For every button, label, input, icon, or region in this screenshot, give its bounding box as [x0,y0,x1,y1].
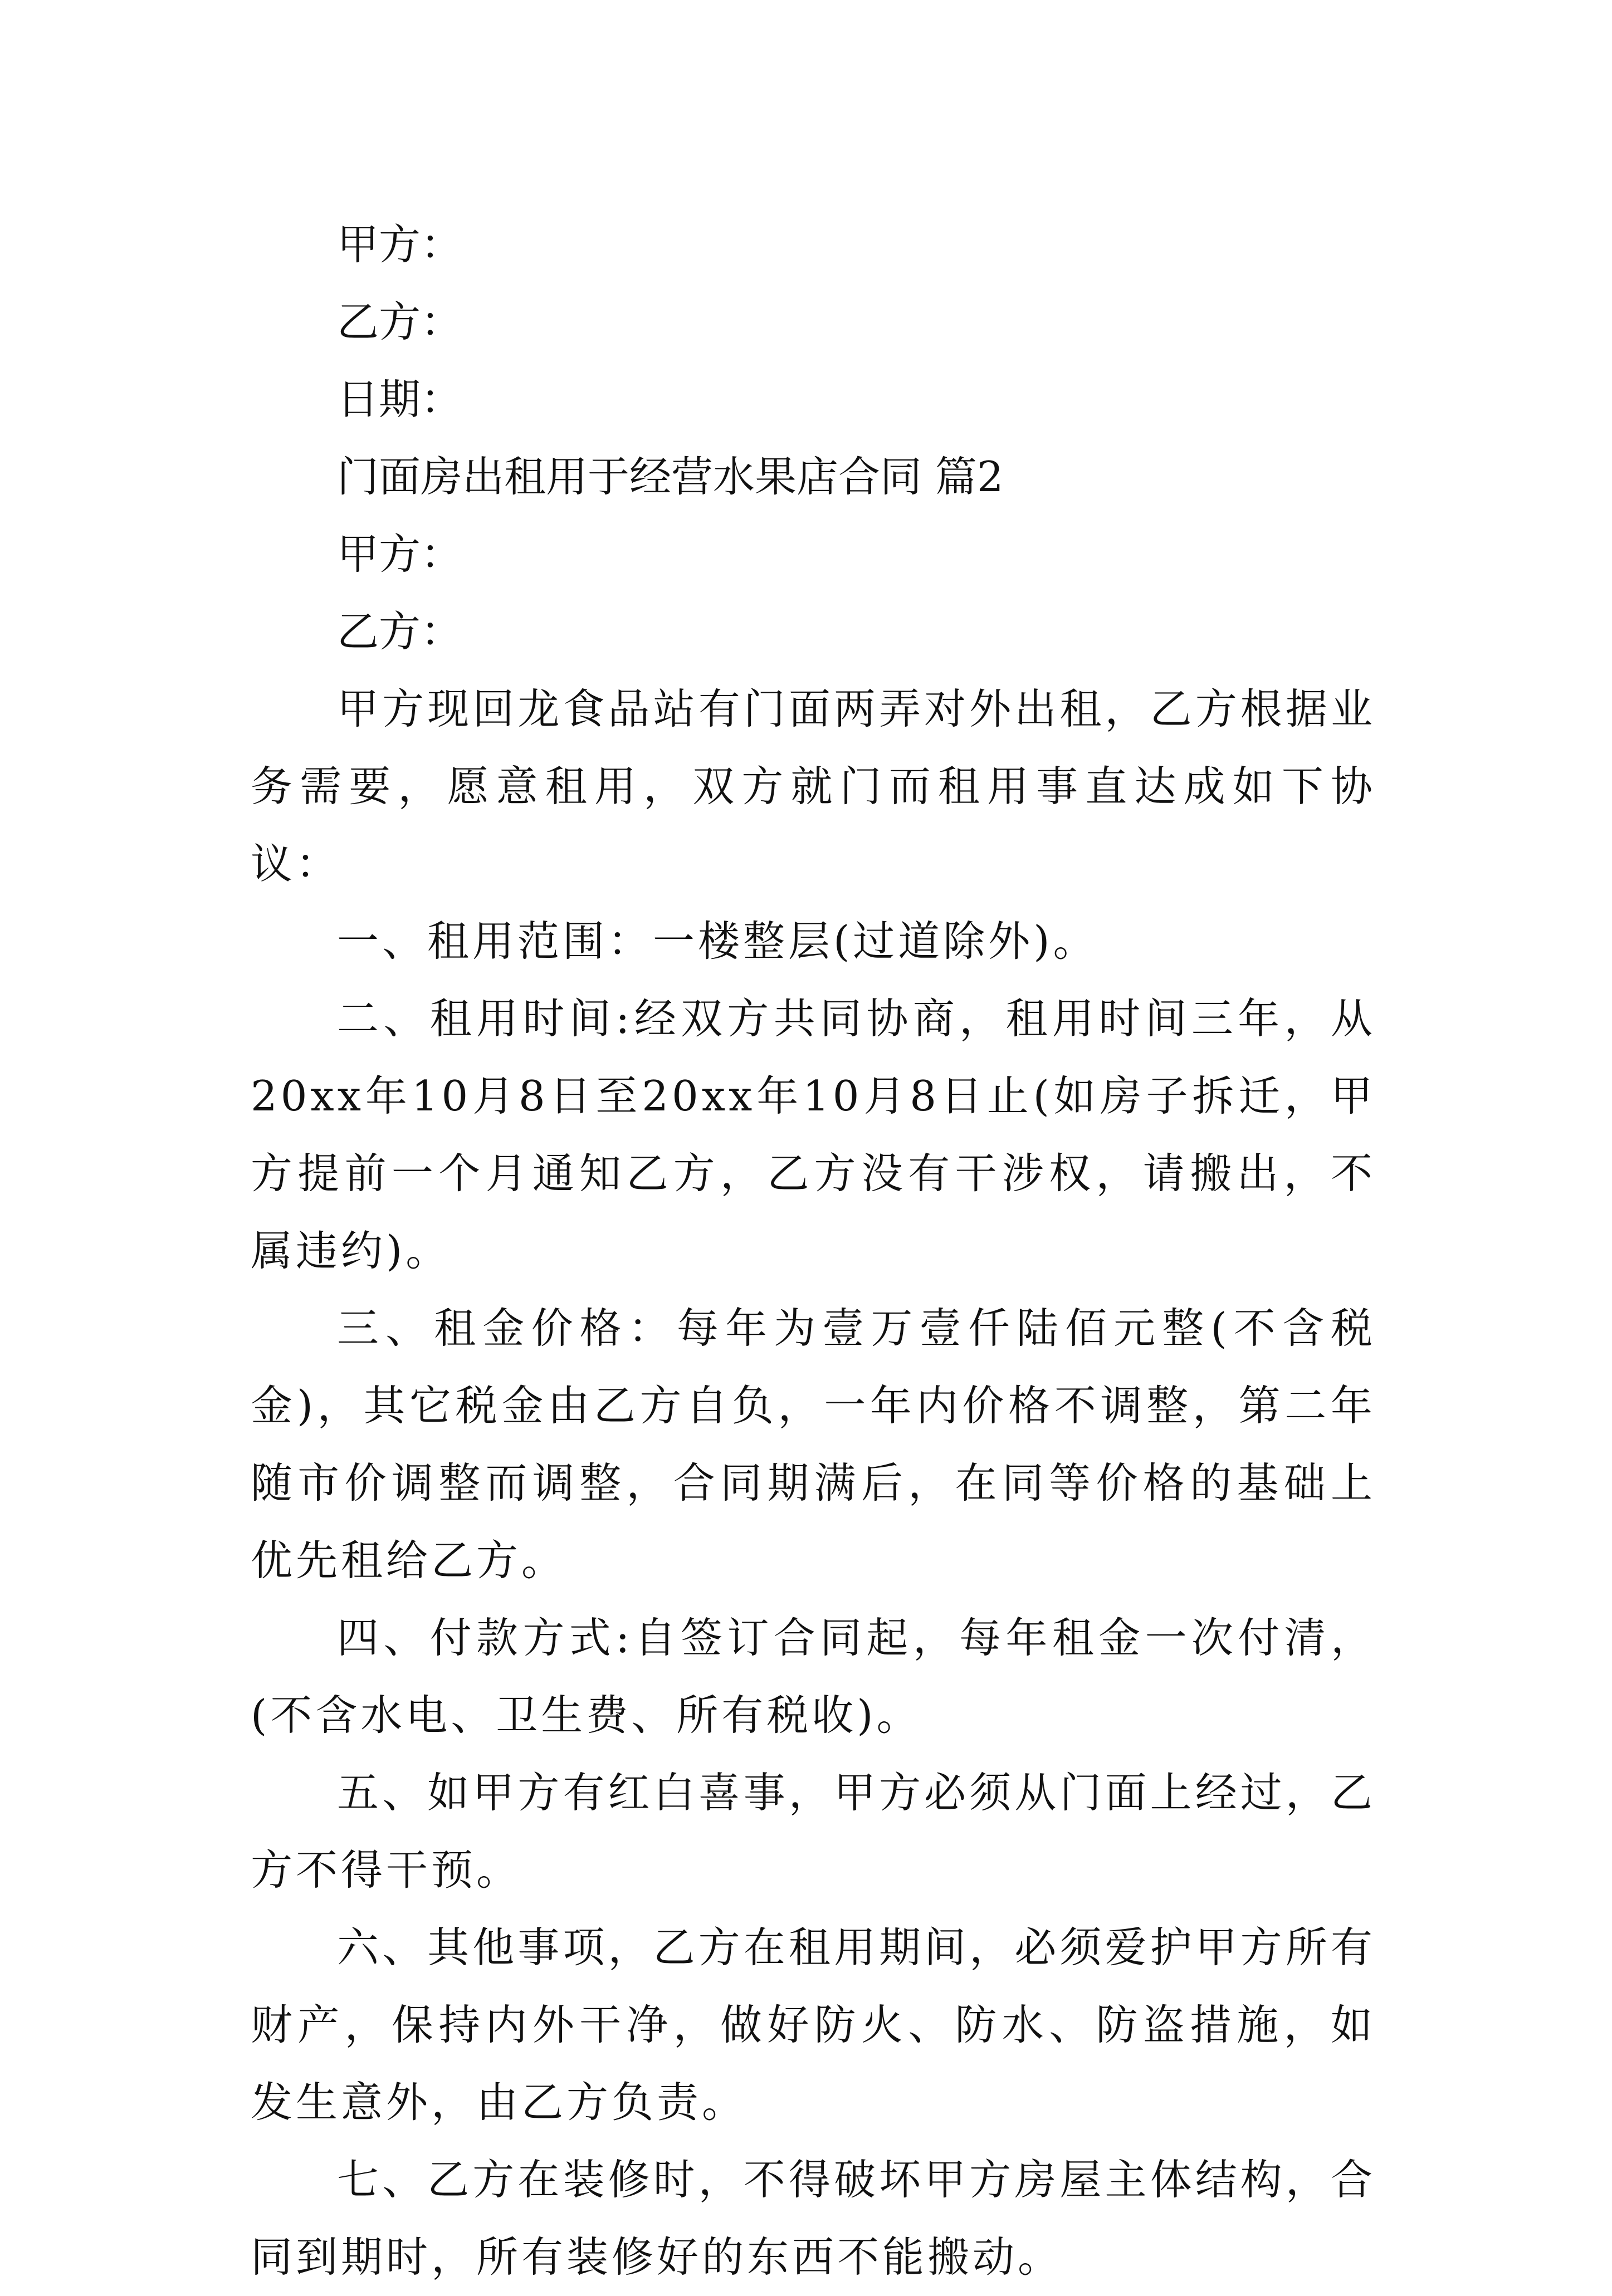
intro-paragraph: 甲方现回龙食品站有门面两弄对外出租，乙方根据业务需要，愿意租用，双方就门而租用事直达成如下协议： [251,684,1376,888]
clause-6-paragraph: 六、其他事项，乙方在租用期间，必须爱护甲方所有财产，保持内外干净，做好防火、防水、防盗措施，如发生意外，由乙方负责。 [251,1923,1376,2127]
document-body [251,206,1376,2296]
clause-5-paragraph: 五、如甲方有红白喜事，甲方必须从门面上经过，乙方不得干预。 [251,1768,1376,1894]
party-a-line: 甲方： [337,530,463,579]
date-line: 日期： [337,375,463,424]
clause-3-paragraph: 三、租金价格：每年为壹万壹仟陆佰元整(不含税金)，其它税金由乙方自负，一年内价格不调整，第二年随市价调整而调整，合同期满后，在同等价格的基础上优先租给乙方。 [251,1304,1376,1585]
section-title: 门面房出租用于经营水果店合同 篇2 [337,452,1004,501]
party-b-line: 乙方： [337,607,463,656]
clause-7-paragraph: 七、乙方在装修时，不得破坏甲方房屋主体结构，合同到期时，所有装修好的东西不能搬动。 [251,2155,1376,2282]
party-b-signature-line: 乙方： [337,297,463,346]
party-a-signature-line: 甲方： [337,220,463,269]
clause-1-paragraph: 一、租用范围：一楼整层(过道除外)。 [337,917,1098,966]
clause-4-paragraph: 四、付款方式:自签订合同起，每年租金一次付清，(不含水电、卫生费、所有税收)。 [251,1613,1376,1740]
clause-2-paragraph: 二、租用时间:经双方共同协商，租用时间三年，从20xx年10月8日至20xx年10月8日止(如房子拆迁，甲方提前一个月通知乙方，乙方没有干涉权，请搬出，不属违约)。 [251,994,1376,1275]
